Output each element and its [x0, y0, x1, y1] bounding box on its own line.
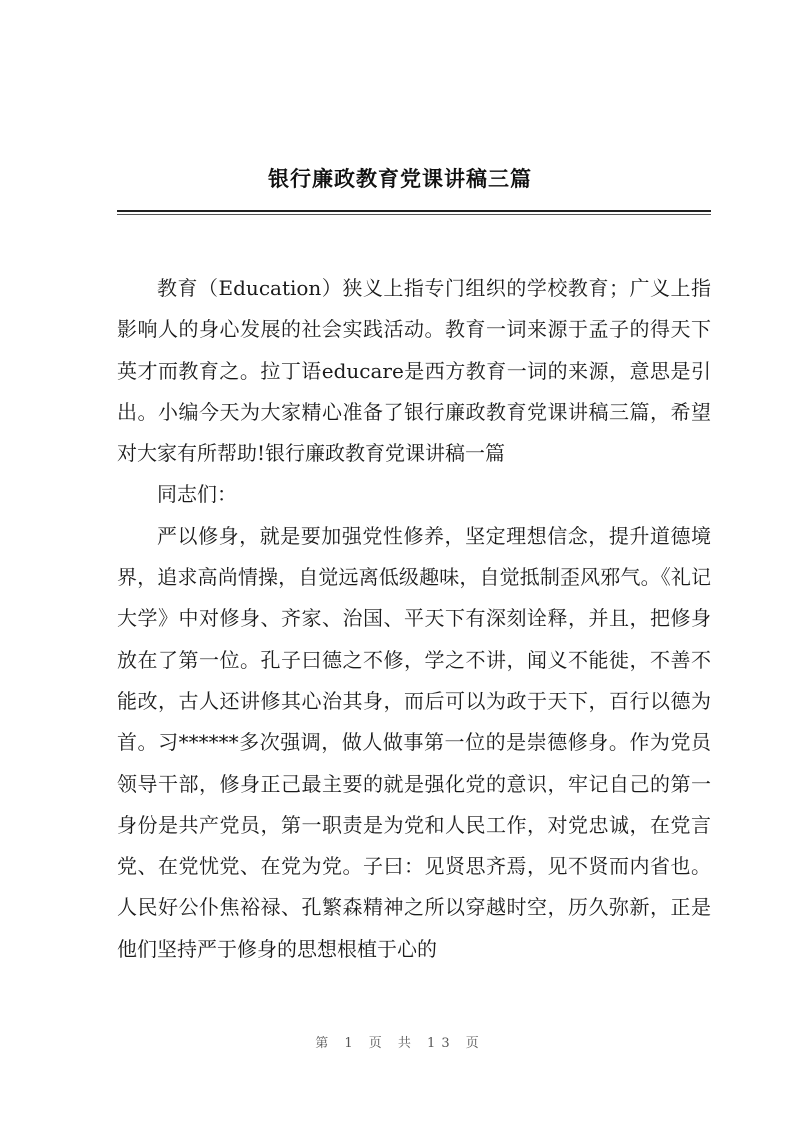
document-body — [117, 268, 711, 970]
title-divider — [117, 210, 711, 212]
page-number-footer: 第 1 页 共 13 页 — [315, 1036, 485, 1051]
paragraph-intro: 教育（Education）狭义上指专门组织的学校教育；广义上指影响人的身心发展的社会实践活动。教育一词来源于孟子的得天下英才而教育之。拉丁语educare是西方教育一词的来源，意思是引出。小编今天为大家精心准备了银行廉政教育党课讲稿三篇，希望对大家有所帮助!银行廉政教育党课讲稿一篇 — [117, 276, 711, 466]
paragraph-main: 严以修身，就是要加强党性修养，坚定理想信念，提升道德境界，追求高尚情操，自觉远离低级趣味，自觉抵制歪风邪气。《礼记大学》中对修身、齐家、治国、平天下有深刻诠释，并且，把修身放在了第一位。孔子曰德之不修，学之不讲，闻义不能徙，不善不能改，古人还讲修其心治其身，而后可以为政于天下，百行以德为首。习******多次强调，做人做事第一位的是崇德修身。作为党员领导干部，修身正己最主要的就是强化党的意识，牢记自己的第一身份是共产党员，第一职责是为党和人民工作，对党忠诚，在党言党、在党忧党、在党为党。子曰：见贤思齐焉，见不贤而内省也。人民好公仆焦裕禄、孔繁森精神之所以穿越时空，历久弥新，正是他们坚持严于修身的思想根植于心的 — [117, 523, 711, 961]
paragraph-salutation: 同志们： — [157, 482, 237, 507]
title-divider-thin — [117, 214, 711, 215]
page-title: 银行廉政教育党课讲稿三篇 — [268, 166, 532, 191]
